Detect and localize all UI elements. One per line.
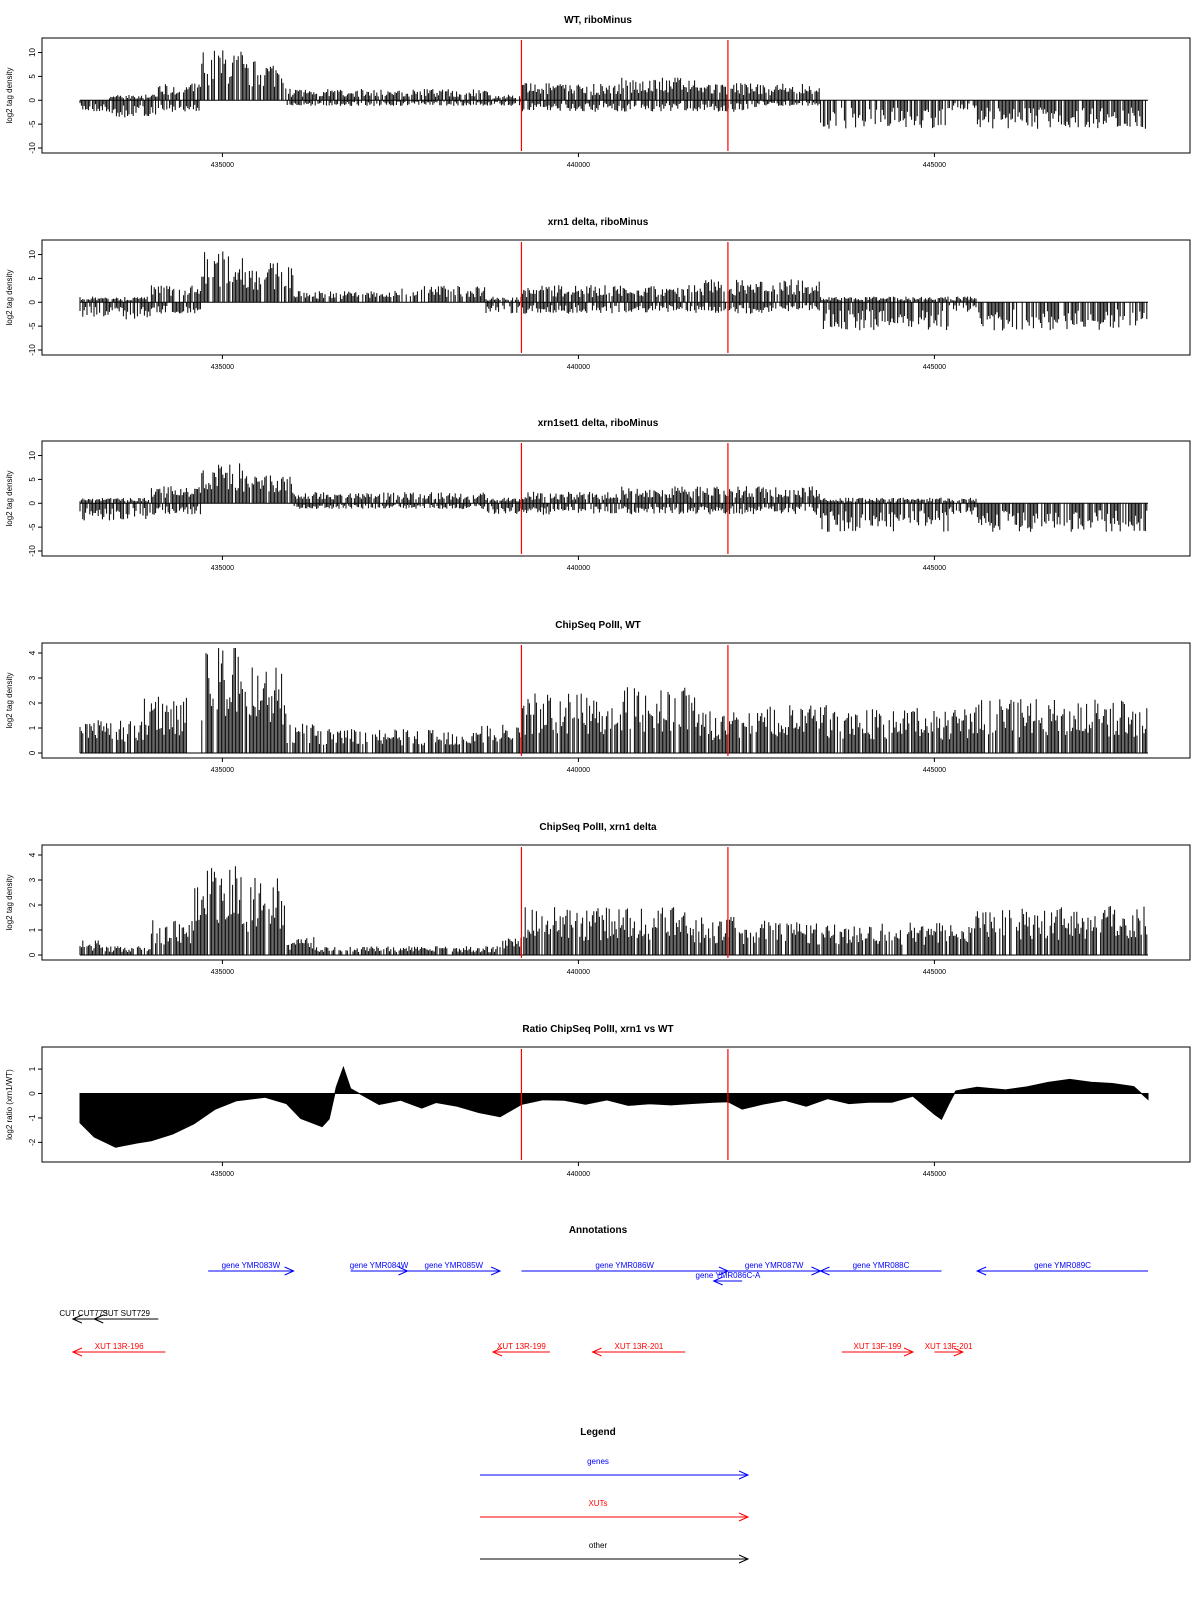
x-tick-label: 445000 xyxy=(922,767,947,774)
legend-item xyxy=(480,1457,748,1479)
annotation-feature xyxy=(408,1261,501,1275)
y-tick-label: 10 xyxy=(28,451,37,460)
legend-item xyxy=(480,1499,748,1521)
y-tick-label: -5 xyxy=(28,322,37,330)
feature-label: gene YMR086W xyxy=(595,1261,654,1270)
feature-label: gene YMR087W xyxy=(744,1261,804,1270)
data-marks xyxy=(80,252,1147,331)
y-tick-label: 0 xyxy=(28,501,37,506)
y-axis-label: log2 tag density xyxy=(5,470,14,527)
density-bars xyxy=(80,50,1145,128)
x-tick-label: 435000 xyxy=(210,565,235,572)
legend-label: other xyxy=(588,1541,608,1550)
y-tick-label: 0 xyxy=(28,1091,37,1096)
y-tick-label: 4 xyxy=(28,852,37,858)
annotation-feature xyxy=(925,1342,973,1356)
y-tick-label: 5 xyxy=(28,276,37,281)
panel-title: ChipSeq PolII, xrn1 delta xyxy=(539,822,657,833)
annotation-feature xyxy=(842,1342,913,1356)
x-tick-label: 440000 xyxy=(566,565,591,572)
annotation-feature xyxy=(208,1261,293,1275)
feature-label: XUT 13R-199 xyxy=(497,1342,546,1351)
panel-title: xrn1set1 delta, riboMinus xyxy=(537,418,659,429)
x-tick-label: 445000 xyxy=(922,565,947,572)
y-tick-label: 2 xyxy=(28,902,37,908)
x-tick-label: 445000 xyxy=(922,1171,947,1178)
y-tick-label: 0 xyxy=(28,952,37,958)
track-panel-1 xyxy=(5,15,1190,169)
y-tick-label: 5 xyxy=(28,477,37,482)
feature-label: XUT 13F-199 xyxy=(853,1342,902,1351)
x-tick-label: 440000 xyxy=(566,969,591,976)
y-tick-label: -10 xyxy=(28,545,37,557)
y-tick-label: -2 xyxy=(28,1138,37,1146)
x-tick-label: 435000 xyxy=(210,1171,235,1178)
y-axis-label: log2 tag density xyxy=(5,67,14,124)
track-panel-5 xyxy=(5,822,1190,976)
y-tick-label: 4 xyxy=(28,650,37,656)
annotation-feature xyxy=(696,1271,761,1285)
y-tick-label: 0 xyxy=(28,98,37,103)
x-tick-label: 440000 xyxy=(566,1171,591,1178)
y-tick-label: 0 xyxy=(28,750,37,756)
y-tick-label: -5 xyxy=(28,523,37,531)
annotation-feature xyxy=(593,1342,686,1356)
legend xyxy=(480,1427,748,1563)
x-tick-label: 435000 xyxy=(210,364,235,371)
annotation-feature xyxy=(977,1261,1148,1275)
data-marks xyxy=(80,866,1147,955)
ratio-area xyxy=(80,1067,1148,1147)
feature-label: gene YMR085W xyxy=(424,1261,484,1270)
x-tick-label: 435000 xyxy=(210,969,235,976)
annotation-feature xyxy=(820,1261,941,1275)
track-panel-3 xyxy=(5,418,1190,572)
panel-title: Ratio ChipSeq PolII, xrn1 vs WT xyxy=(522,1024,674,1035)
density-bars xyxy=(80,463,1147,531)
track-panel-6 xyxy=(5,1024,1190,1178)
legend-label: genes xyxy=(587,1457,609,1466)
y-tick-label: 1 xyxy=(28,1066,37,1072)
density-bars xyxy=(80,252,1147,331)
annotation-feature xyxy=(59,1309,108,1323)
feature-label: gene YMR086C-A xyxy=(695,1271,761,1280)
y-tick-label: -10 xyxy=(28,344,37,356)
y-tick-label: 10 xyxy=(28,250,37,259)
x-tick-label: 445000 xyxy=(922,969,947,976)
annotations-track xyxy=(59,1225,1148,1356)
y-axis-label: log2 tag density xyxy=(5,672,14,729)
annotation-feature xyxy=(73,1342,166,1356)
x-tick-label: 445000 xyxy=(922,364,947,371)
y-tick-label: 5 xyxy=(28,74,37,79)
data-marks xyxy=(80,463,1147,531)
x-tick-label: 445000 xyxy=(922,162,947,169)
y-tick-label: 3 xyxy=(28,675,37,681)
panel-title: xrn1 delta, riboMinus xyxy=(547,217,649,228)
feature-label: XUT 13R-196 xyxy=(94,1342,144,1351)
feature-label: gene YMR084W xyxy=(349,1261,409,1270)
density-bars xyxy=(80,648,1147,753)
feature-label: gene YMR083W xyxy=(221,1261,281,1270)
feature-label: gene YMR088C xyxy=(852,1261,910,1270)
data-marks xyxy=(80,648,1147,753)
y-tick-label: 3 xyxy=(28,877,37,883)
legend-label: XUTs xyxy=(588,1499,608,1508)
y-tick-label: -10 xyxy=(28,142,37,154)
annotation-feature xyxy=(493,1342,550,1356)
track-panel-4 xyxy=(5,620,1190,774)
x-tick-label: 435000 xyxy=(210,162,235,169)
data-marks xyxy=(80,50,1145,128)
panel-title: WT, riboMinus xyxy=(564,15,632,26)
legend-item xyxy=(480,1541,748,1563)
annotation-feature xyxy=(350,1261,409,1275)
y-tick-label: -1 xyxy=(28,1114,37,1122)
y-axis-label: log2 tag density xyxy=(5,269,14,326)
y-tick-label: 0 xyxy=(28,300,37,305)
x-tick-label: 440000 xyxy=(566,364,591,371)
y-tick-label: 10 xyxy=(28,48,37,57)
y-tick-label: -5 xyxy=(28,120,37,128)
density-bars xyxy=(80,866,1147,955)
feature-label: XUT 13R-201 xyxy=(614,1342,664,1351)
feature-label: XUT 13F-201 xyxy=(924,1342,973,1351)
y-tick-label: 1 xyxy=(28,927,37,933)
y-tick-label: 1 xyxy=(28,725,37,731)
x-tick-label: 440000 xyxy=(566,767,591,774)
feature-label: gene YMR089C xyxy=(1034,1261,1091,1270)
track-panel-2 xyxy=(5,217,1190,371)
feature-label: CUT CUT773 xyxy=(59,1309,108,1318)
x-tick-label: 435000 xyxy=(210,767,235,774)
annotations-title: Annotations xyxy=(568,1225,628,1236)
feature-label: SUT SUT729 xyxy=(102,1309,150,1318)
x-tick-label: 440000 xyxy=(566,162,591,169)
data-marks xyxy=(80,1067,1148,1147)
y-axis-label: log2 tag density xyxy=(5,874,14,931)
panel-title: ChipSeq PolII, WT xyxy=(555,620,641,631)
y-tick-label: 2 xyxy=(28,700,37,706)
legend-title: Legend xyxy=(580,1427,616,1438)
y-axis-label: log2 ratio (xrn1/WT) xyxy=(5,1069,14,1140)
